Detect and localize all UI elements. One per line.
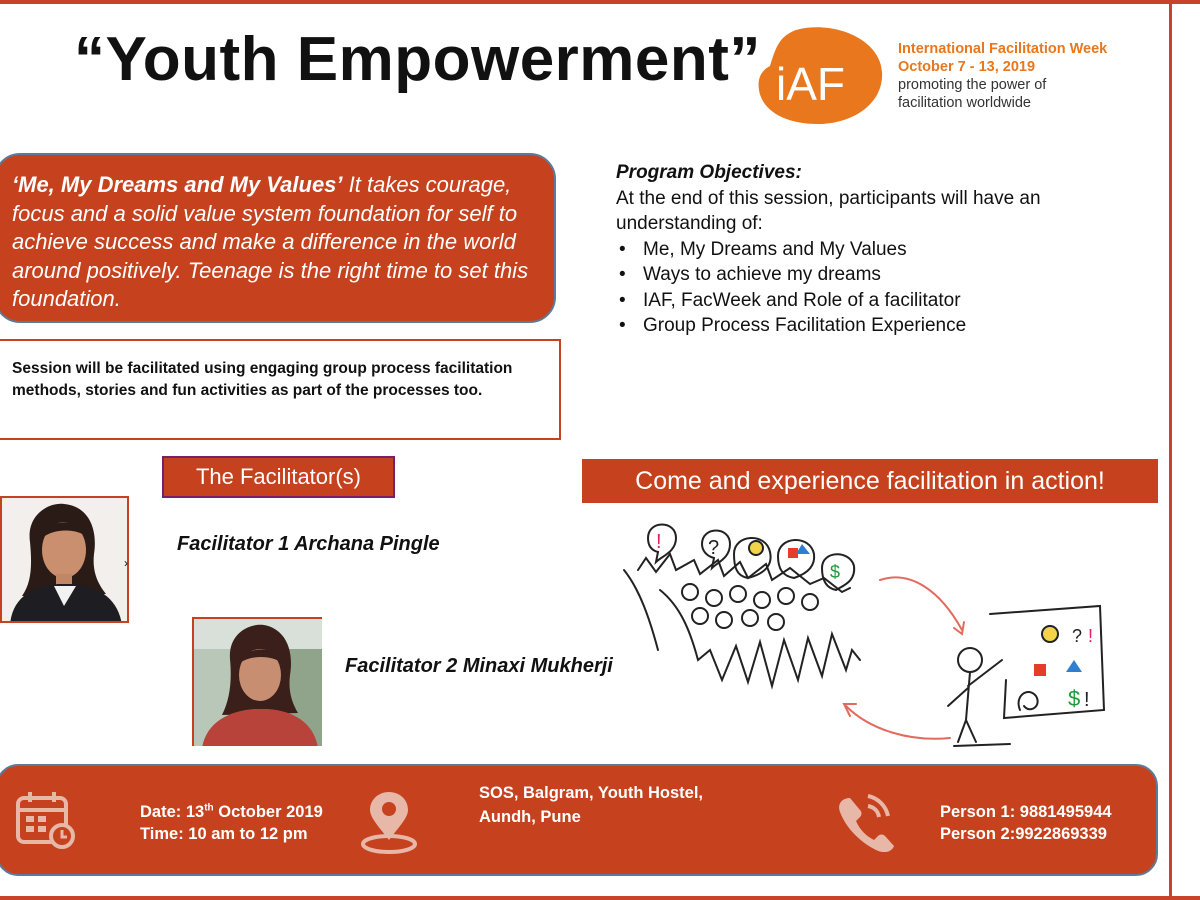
event-time: Time: 10 am to 12 pm xyxy=(140,825,308,843)
calendar-icon xyxy=(14,788,76,850)
tagline-line1: promoting the power of xyxy=(898,77,1047,93)
iaf-logo xyxy=(756,24,884,126)
quote-title: ‘Me, My Dreams and My Values’ xyxy=(12,172,343,197)
program-objectives xyxy=(616,160,1136,339)
frame-top-border xyxy=(0,0,1200,4)
svg-text:$: $ xyxy=(1068,686,1081,711)
venue-line1: SOS, Balgram, Youth Hostel, xyxy=(479,784,704,802)
svg-text:$: $ xyxy=(830,562,841,582)
objective-item: • IAF, FacWeek and Role of a facilitator xyxy=(616,288,1136,314)
session-note-box xyxy=(0,339,561,440)
frame-right-border xyxy=(1169,0,1172,900)
event-date: Date: 13th October 2019 xyxy=(140,802,323,821)
venue-line2: Aundh, Pune xyxy=(479,808,581,826)
event-name: International Facilitation Week xyxy=(898,41,1108,57)
location-pin-icon xyxy=(360,790,418,854)
page-title: “Youth Empowerment” xyxy=(74,25,761,94)
photo-marker: › xyxy=(124,556,128,570)
objective-item: • Ways to achieve my dreams xyxy=(616,262,1136,288)
quote-body: It takes courage, focus and a solid value system foundation for self to achieve success and make a difference in the world around positively. Teenage is the right time to set this foundation. xyxy=(12,172,529,311)
svg-text:?: ? xyxy=(1072,626,1083,646)
logo-text: iAF xyxy=(776,58,845,110)
session-note: Session will be facilitated using engaging group process facilitation methods, stories and fun activities as part of the processes too. xyxy=(12,360,513,399)
call-to-action-banner: Come and experience facilitation in action! xyxy=(582,459,1158,503)
facilitator-2-photo xyxy=(192,617,322,746)
contact-person-1: Person 1: 9881495944 xyxy=(940,803,1112,821)
svg-text:!: ! xyxy=(1084,689,1090,711)
intro-quote-box xyxy=(0,153,556,323)
facilitator-1-photo xyxy=(0,496,129,623)
svg-text:!: ! xyxy=(1088,626,1094,646)
facilitation-illustration xyxy=(610,510,1120,760)
tagline-line2: facilitation worldwide xyxy=(898,95,1031,111)
event-info xyxy=(898,40,1107,112)
svg-text:!: ! xyxy=(656,531,662,553)
facilitators-label: The Facilitator(s) xyxy=(162,456,395,498)
frame-bottom-border xyxy=(0,896,1200,900)
facilitator-2-name: Facilitator 2 Minaxi Mukherji xyxy=(345,655,613,677)
objectives-heading: Program Objectives: xyxy=(616,162,802,183)
contact-person-2: Person 2:9922869339 xyxy=(940,825,1107,843)
objective-item: • Group Process Facilitation Experience xyxy=(616,313,1136,339)
phone-icon xyxy=(836,790,894,852)
objectives-lead: At the end of this session, participants will have an understanding of: xyxy=(616,187,1041,234)
objective-item: • Me, My Dreams and My Values xyxy=(616,237,1136,263)
event-details-footer xyxy=(0,764,1158,876)
event-dates: October 7 - 13, 2019 xyxy=(898,59,1036,75)
facilitator-1-name: Facilitator 1 Archana Pingle xyxy=(177,533,440,555)
svg-text:?: ? xyxy=(708,537,720,559)
objectives-list xyxy=(616,237,1136,339)
